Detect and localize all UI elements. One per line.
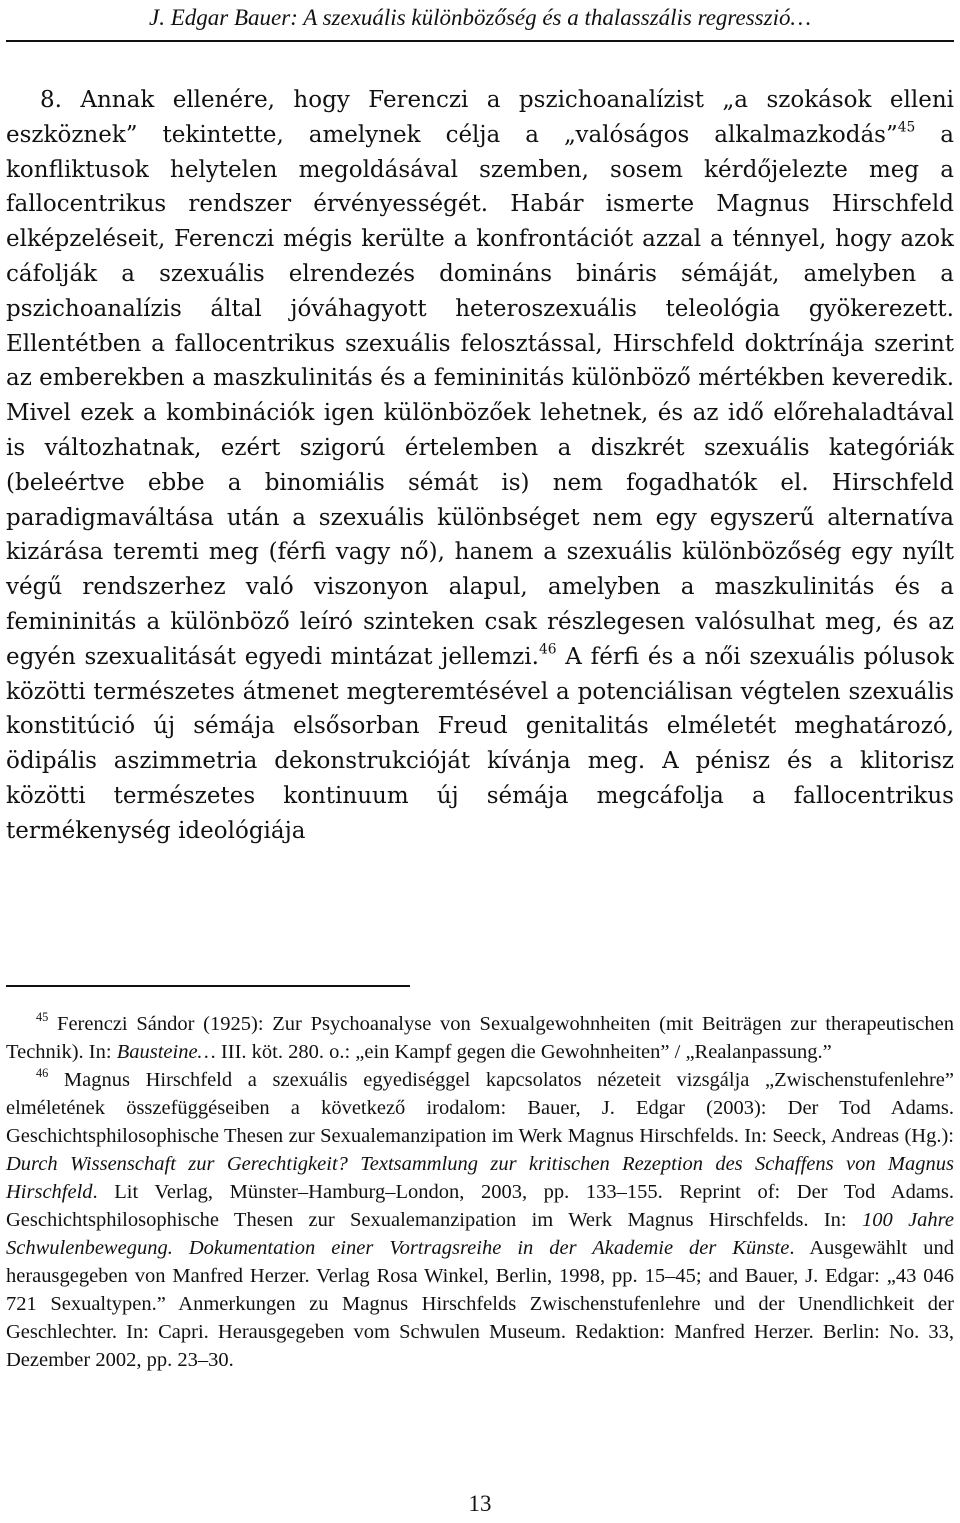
footnote-rule [6, 985, 410, 987]
footnote-text: Ferenczi Sándor (1925): Zur Psychoanalyse von Sexualgewohnheiten (mit Beiträgen zur therapeutischen Technik). In: [6, 1013, 954, 1063]
paragraph-8 [6, 83, 954, 849]
footnotes [6, 1010, 954, 1374]
footnote-text: . Ausgewählt und herausgegeben von Manfred Herzer. Verlag Rosa Winkel, Berlin, 1998, pp. 15–45; and Bauer, J. Edgar: „43 046 721 Sexualtypen.” Anmerkungen zu Magnus Hirschfelds Zwischenstufenlehre und der Unendlichkeit der Geschlechter. In: Capri. Herausgegeben vom Schwulen Museum. Redaktion: Manfred Herzer. Berlin: No. 33, Dezember 2002, pp. 23–30. [6, 1237, 955, 1371]
footnote-number: 46 [36, 1065, 49, 1080]
footnote-45 [6, 1010, 954, 1066]
footnote-text: III. köt. 280. o.: „ein Kampf gegen die Gewohnheiten” / „Realanpassung.” [215, 1041, 832, 1063]
footnote-ref-46[interactable]: 46 [538, 641, 557, 658]
text-run: 8. Annak ellenére, hogy Ferenczi a pszichoanalízist „a szokások elleni eszköznek” tekintette, amelynek célja a „valóságos alkalmazkodás” [6, 87, 954, 148]
footnote-number: 45 [36, 1009, 49, 1024]
text-run: a konfliktusok helytelen megoldásával szemben, sosem kérdőjelezte meg a fallocentrikus rendszer érvényességét. Habár ismerte Magnus Hirschfeld elképzeléseit, Ferenczi mégis kerülte a konfrontációt azzal a ténnyel, hogy azok cáfolják a szexuális elrendezés domináns bináris sémáját, amelyben a pszichoanalízis által jóváhagyott heteroszexuális teleológia gyökerezett. Ellentétben a fallocentrikus szexuális felosztással, Hirschfeld doktrínája szerint az emberekben a maszkulinitás és a femininitás különböző mértékben keveredik. Mivel ezek a kombinációk igen különbözőek lehetnek, és az idő előrehaladtával is változhatnak, ezért szigorú értelemben a diszkrét szexuális kategóriák (beleértve ebbe a binomiális sémát is) nem fogadhatók el. Hirschfeld paradigmaváltása után a szexuális különbséget nem egy egyszerű alternatíva kizárása teremti meg (férfi vagy nő), hanem a szexuális különbözőség egy nyílt végű rendszerhez való viszonyon alapul, amelyben a maszkulinitás és a femininitás a különböző leíró szinteken csak részlegesen valósulhat meg, és az egyén szexualitását egyedi mintázat jellemzi. [6, 121, 954, 670]
footnote-italic: Bausteine… [116, 1041, 216, 1063]
main-text [6, 83, 954, 849]
header-rule [6, 40, 954, 42]
page-number: 13 [468, 1491, 492, 1516]
footnote-text: Magnus Hirschfeld a szexuális egyediséggel kapcsolatos nézeteit vizsgálja „Zwischenstufenlehre” elméletének összefüggéseiben a következő irodalom: Bauer, J. Edgar (2003): Der Tod Adams. Geschichtsphilosophische Thesen zur Sexualemanzipation im Werk Magnus Hirschfelds. In: Seeck, Andreas (Hg.): [6, 1069, 954, 1147]
running-head: J. Edgar Bauer: A szexuális különbözőség és a thalasszális regresszió… [149, 5, 811, 30]
footnote-italic: 100 Jahre Schwulenbewegung. Dokumentation einer Vortragsreihe in der Akademie der Künste [6, 1209, 954, 1259]
text-run: A férfi és a női szexuális pólusok közötti természetes átmenet megteremtésével a potenciálisan végtelen szexuális konstitúció új sémája elsősorban Freud genitalitás elméletét meghatározó, ödipális aszimmetria dekonstrukcióját kívánja meg. A pénisz és a klitorisz közötti természetes kontinuum új sémája megcáfolja a fallocentrikus termékenység ideológiája [6, 643, 954, 844]
footnote-ref-45[interactable]: 45 [897, 119, 916, 136]
footnote-46 [6, 1066, 954, 1374]
footnote-text: . Lit Verlag, Münster–Hamburg–London, 2003, pp. 133–155. Reprint of: Der Tod Adams. Geschichtsphilosophische Thesen zur Sexualemanzipation im Werk Magnus Hirschfelds. In: [6, 1181, 954, 1231]
footnote-italic: Durch Wissenschaft zur Gerechtigkeit? Textsammlung zur kritischen Rezeption des Schaffens von Magnus Hirschfeld [6, 1153, 954, 1203]
